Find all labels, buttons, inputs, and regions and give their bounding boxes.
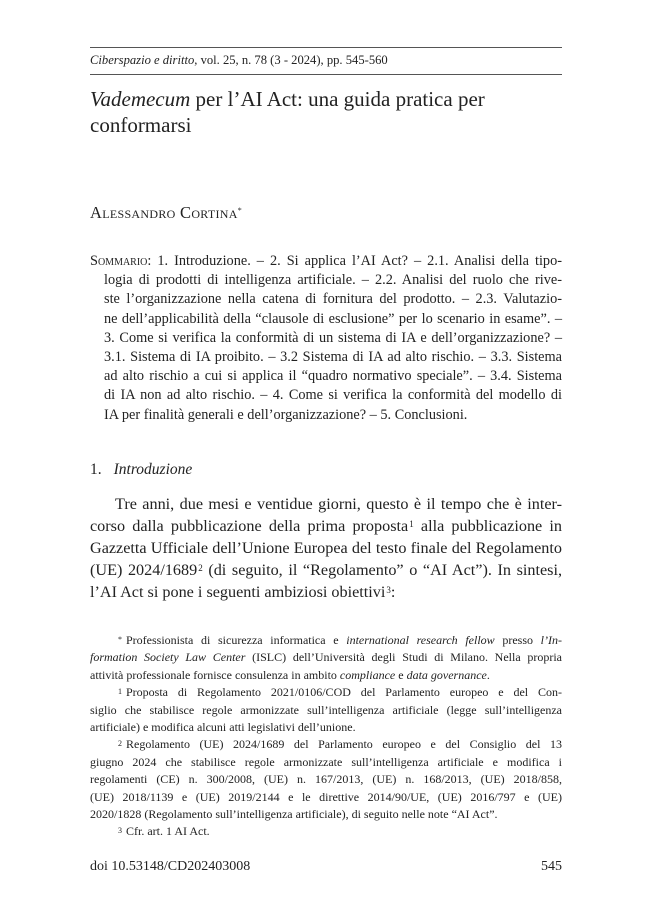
summary-line: ste l’organizzazione nella catena di fornitura del prodotto. – 2.3. Valutazio- <box>104 291 562 308</box>
header-rule-bottom <box>90 74 562 75</box>
author-name <box>90 203 242 223</box>
footnote-2: $^2$ Regolamento (UE) 2024/1689 del Parlamento europeo e del Consiglio del 13 <box>118 737 562 752</box>
summary-line: 3. Come si verifica la conformità di un sistema di IA e dell’organizzazione? – <box>104 329 562 346</box>
footnote-1: $^1$ Proposta di Regolamento 2021/0106/COD del Parlamento europeo e del Con- <box>118 685 562 700</box>
summary-label: Sommario: <box>90 253 152 269</box>
footnote-line: formation Society Law Center (ISLC) dell’Università degli Studi di Milano. Nella propria <box>90 650 562 665</box>
summary-line: logia di prodotti di intelligenza artificiale. – 2.2. Analisi del ruolo che rive- <box>104 272 562 289</box>
journal-name: Ciberspazio e diritto <box>90 53 195 67</box>
footnote-ref-1[interactable]: 1 <box>409 519 414 529</box>
title-italic: Vademecum <box>90 87 191 111</box>
footnote-ref-3[interactable]: 3 <box>386 585 391 595</box>
header-rule-top <box>90 47 562 48</box>
footnote-star: * Professionista di sicurezza informatica e international research fellow presso l’In- <box>118 633 562 647</box>
summary-line: ne dell’applicabilità della “clausole di esclusione” per lo scenario in esame”. – <box>104 310 562 327</box>
footnote-line: regolamenti (CE) n. 300/2008, (UE) n. 167/2013, (UE) n. 168/2013, (UE) 2018/858, <box>90 772 562 787</box>
doi-link[interactable]: doi 10.53148/CD202403008 <box>90 859 251 874</box>
page-number: 545 <box>541 859 562 874</box>
title-line-2: conformarsi <box>90 113 192 137</box>
footnote-line: (UE) 2018/1139 e (UE) 2019/2144 e le direttive 2014/90/UE, (UE) 2016/797 e (UE) <box>90 789 562 804</box>
footnotes <box>90 632 562 841</box>
summary-line: di IA non ad alto rischio. – 4. Come si verifica la conformità del modello di <box>104 387 562 404</box>
journal-citation: , vol. 25, n. 78 (3 - 2024), pp. 545-560 <box>194 53 388 67</box>
footnote-line: giugno 2024 che stabilisce regole armonizzate sull’intelligenza artificiale e modifica i <box>90 754 562 769</box>
body-line: (UE) 2024/1689$^2$ (di seguito, il “Regolamento” o “AI Act”). In sintesi, <box>90 561 563 579</box>
author-text: Alessandro Cortina <box>90 203 238 222</box>
running-head <box>90 52 562 69</box>
body-line: corso dalla pubblicazione della prima proposta$^1$ alla pubblicazione in <box>90 517 563 535</box>
footnote-line: artificiale) e modifica alcuni atti legislativi dell’unione. <box>90 720 356 735</box>
section-heading <box>90 460 192 480</box>
author-footnote-mark[interactable]: * <box>237 206 243 215</box>
article-title <box>90 86 562 138</box>
section-title: Introduzione <box>113 461 193 478</box>
footnote-line: siglio che stabilisce regole armonizzate sull’intelligenza artificiale (legge sull’intelligenza <box>90 702 562 717</box>
footnote-line: attività professionale fornisce consulenza in ambito compliance e data governance. <box>90 667 490 682</box>
footnote-ref-2[interactable]: 2 <box>198 563 203 573</box>
section-number: 1. <box>90 461 102 478</box>
body-line: Gazzetta Ufficiale dell’Unione Europea del testo finale del Regolamento <box>90 539 562 557</box>
summary-block <box>90 252 562 425</box>
footnote-line: 2020/1828 (Regolamento sull’intelligenza artificiale), di seguito nelle note “AI Act”. <box>90 807 498 822</box>
body-line: l’AI Act si pone i seguenti ambiziosi obiettivi$^3$: <box>90 583 396 601</box>
summary-line: Sommario: 1. Introduzione. – 2. Si applica l’AI Act? – 2.1. Analisi della tipo- <box>90 253 562 269</box>
summary-line: ad alto rischio a cui si applica il “quadro normativo speciale”. – 3.4. Sistema <box>104 368 562 385</box>
footnote-3: $^3$ Cfr. art. 1 AI Act. <box>118 824 210 839</box>
body-paragraph <box>90 493 562 603</box>
title-rest: per l’AI Act: una guida pratica per <box>190 87 485 111</box>
body-line: Tre anni, due mesi e ventidue giorni, questo è il tempo che è inter- <box>115 495 562 513</box>
title-line-1 <box>90 86 562 112</box>
summary-line: IA per finalità generali e dell’organizzazione? – 5. Conclusioni. <box>104 406 468 423</box>
summary-line: 3.1. Sistema di IA proibito. – 3.2 Sistema di IA ad alto rischio. – 3.3. Sistema <box>104 349 562 366</box>
